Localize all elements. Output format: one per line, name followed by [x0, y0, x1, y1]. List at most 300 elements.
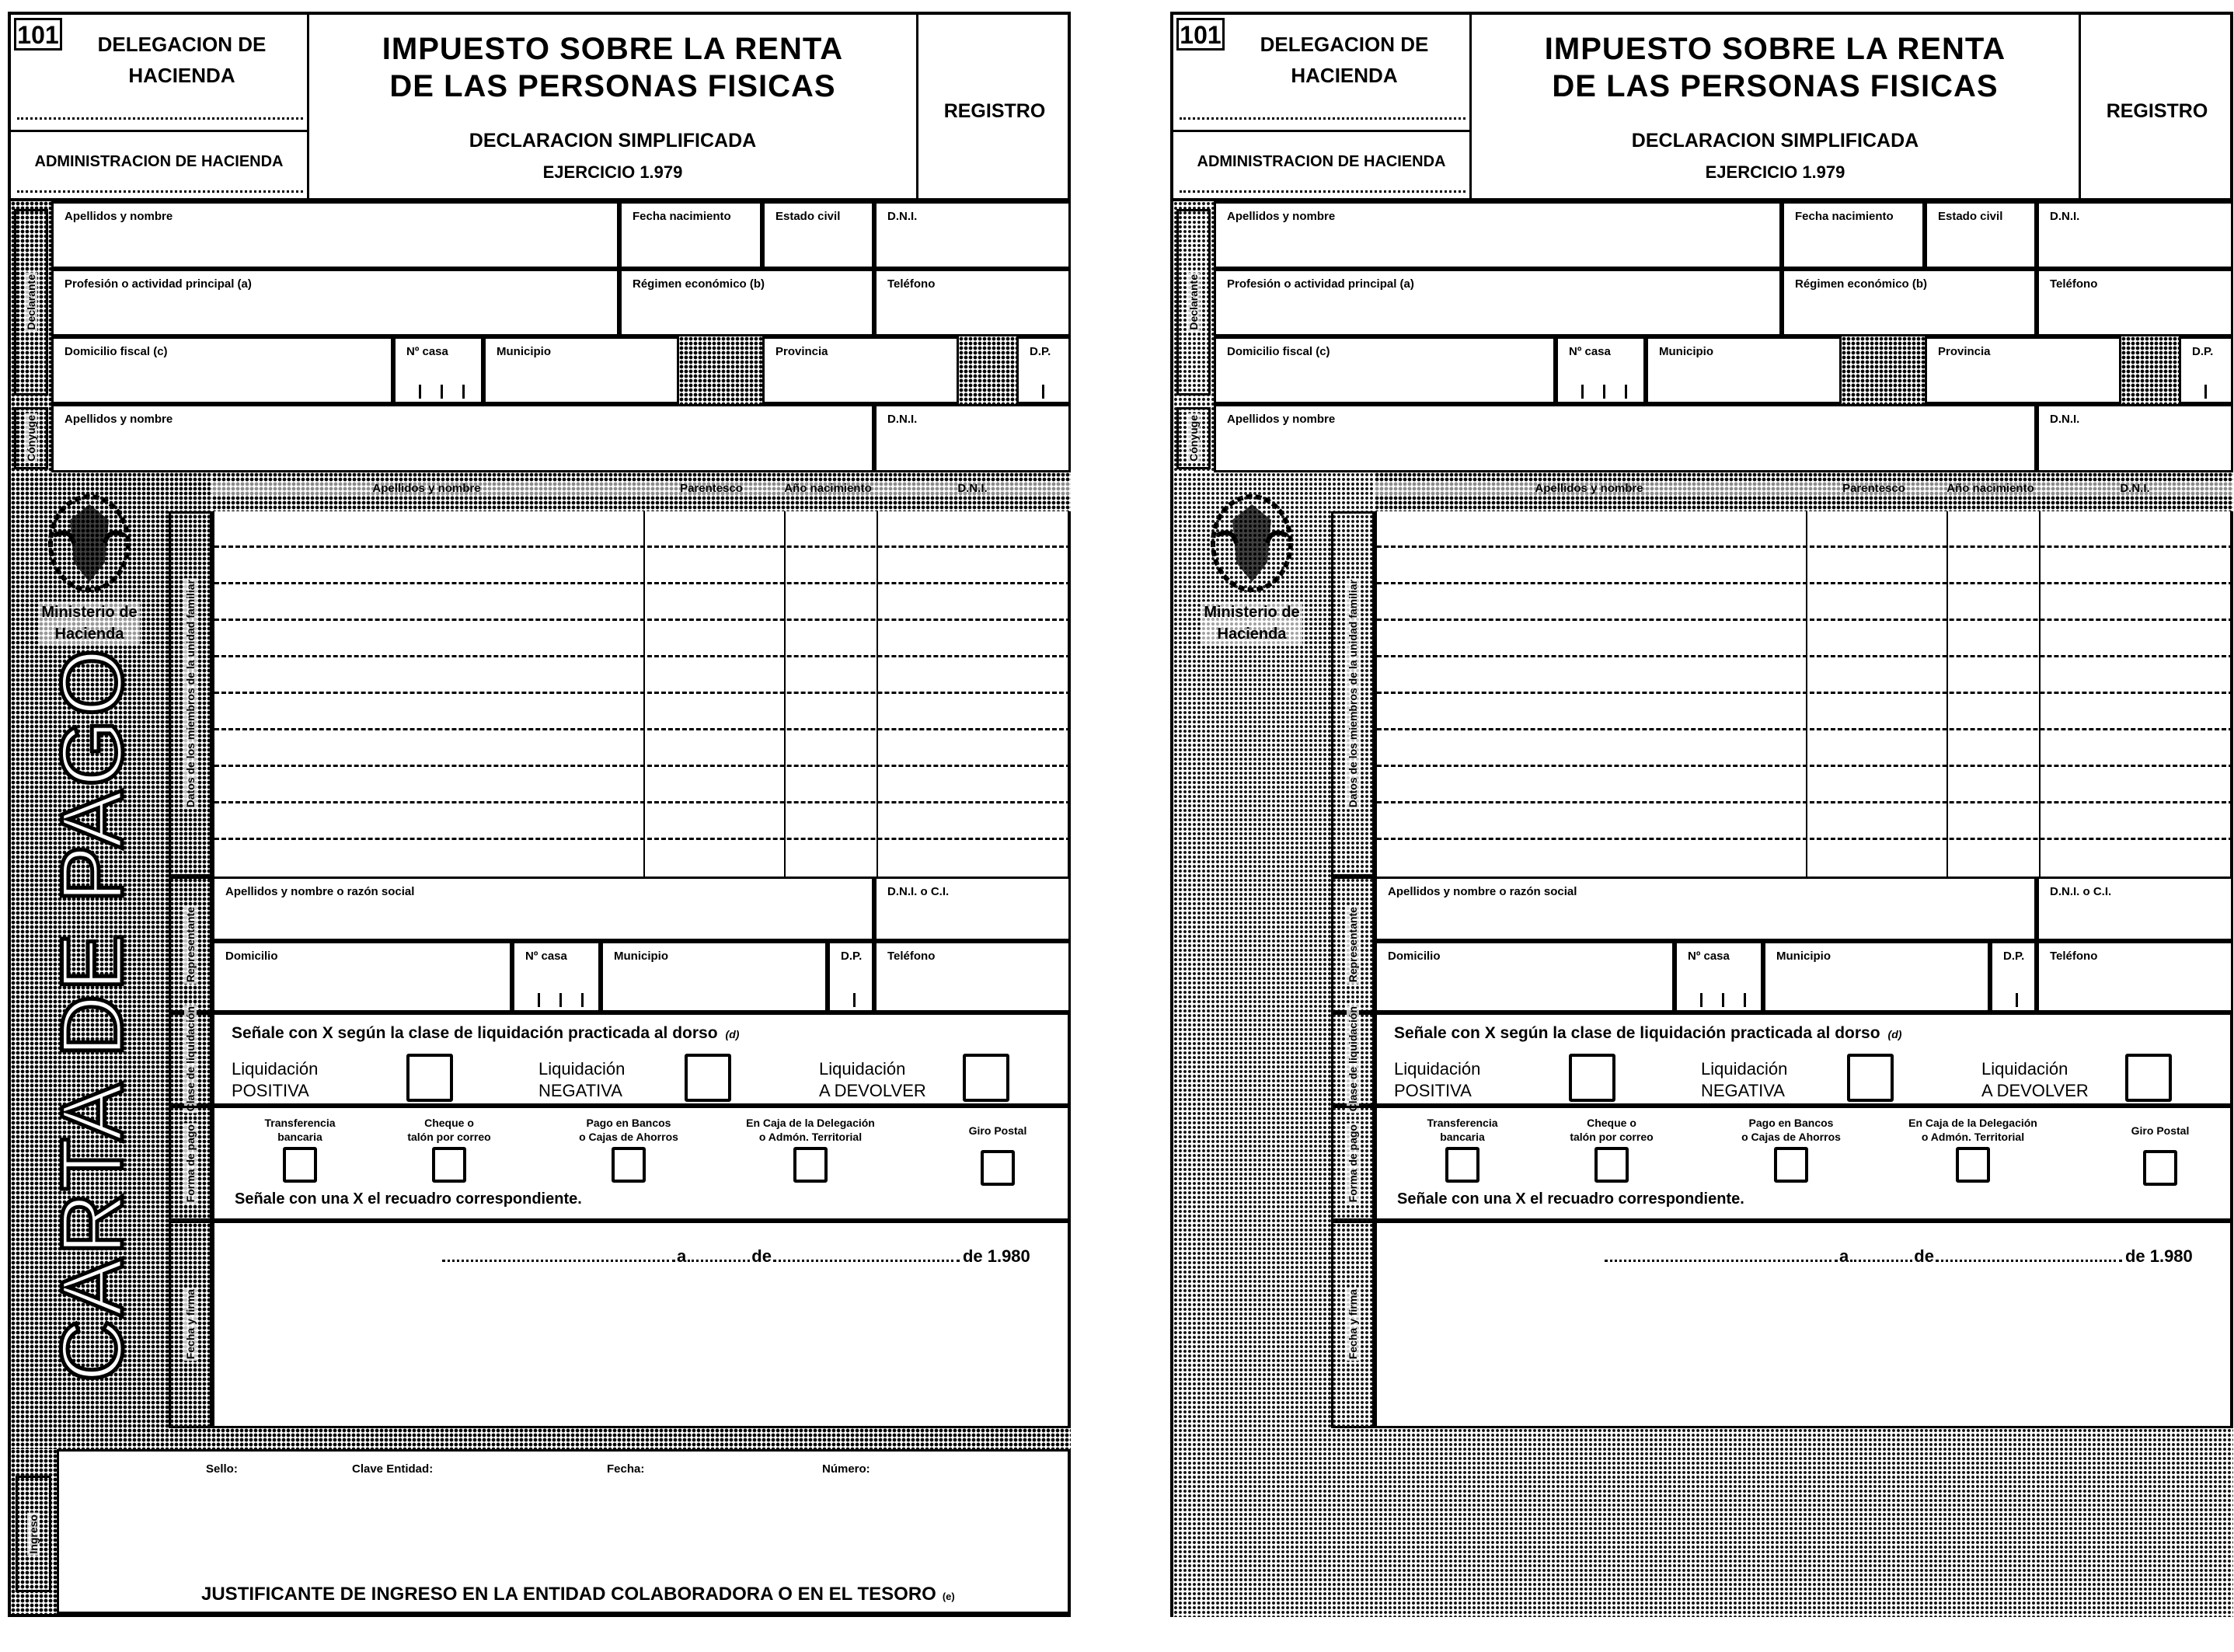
digit-tick	[581, 993, 584, 1007]
pago-option-label	[725, 1116, 896, 1144]
representante-telefono-field[interactable]	[874, 941, 1071, 1012]
pago-option-label	[1887, 1116, 2058, 1144]
liquidacion-option-label	[538, 1058, 625, 1102]
digit-tick	[1625, 385, 1627, 399]
side-label-familia	[1331, 511, 1375, 877]
month-blank	[1936, 1260, 2122, 1262]
column-divider	[1946, 730, 1948, 767]
num-casa-field-label: Nº casa	[406, 345, 448, 358]
form-number-badge: 101	[1176, 18, 1225, 51]
title-line-2: DE LAS PERSONAS FISICAS	[389, 69, 836, 103]
delegacion-label: DELEGACION DE HACIENDA	[1260, 33, 1429, 87]
regimen-economico-field-label: Régimen económico (b)	[1795, 277, 1928, 291]
note-marker: (d)	[725, 1028, 740, 1040]
fecha-nacimiento-field[interactable]	[1782, 201, 1925, 269]
form-copia	[1170, 12, 2233, 1617]
title-line-2: DE LAS PERSONAS FISICAS	[1552, 69, 1999, 103]
option-line-2: NEGATIVA	[1701, 1081, 1785, 1100]
title-line-1: IMPUESTO SOBRE LA RENTA	[382, 32, 844, 66]
pago-option-label	[912, 1124, 1083, 1138]
shaded-bottom-area	[1173, 1428, 2233, 1617]
representante-municipio-field[interactable]	[1763, 941, 1990, 1012]
note-marker: (e)	[942, 1591, 955, 1602]
column-divider	[1806, 694, 1807, 730]
side-label-liquidacion-text: Clase de liquidación	[1347, 1006, 1359, 1112]
side-label-ingreso-text: Ingreso	[27, 1514, 40, 1554]
family-table-row[interactable]	[214, 584, 1071, 621]
conyuge-dni-field-label: D.N.I.	[2050, 413, 2080, 426]
representante-num-casa-field-label: Nº casa	[1688, 950, 1730, 963]
column-divider	[784, 840, 786, 877]
digit-tick	[419, 385, 421, 399]
option-line-1: En Caja de la Delegación	[1908, 1117, 2037, 1129]
dp-field-label: D.P.	[1030, 345, 1051, 358]
pago-option-label	[1377, 1116, 1548, 1144]
declarante-apellidos-field[interactable]	[51, 201, 619, 269]
note-marker: (d)	[1887, 1028, 1902, 1040]
column-divider	[2039, 840, 2041, 877]
family-column-header: Parentesco	[1804, 482, 1944, 495]
date-line	[442, 1246, 1030, 1267]
representante-dp-field-label: D.P.	[2003, 950, 2025, 963]
dp-field[interactable]	[1016, 336, 1071, 404]
provincia-field[interactable]	[1925, 336, 2121, 404]
family-column-header: D.N.I.	[2037, 482, 2233, 495]
family-table-row[interactable]	[1377, 621, 2233, 657]
estado-civil-field[interactable]	[1925, 201, 2037, 269]
seal-emblem	[1201, 489, 1302, 675]
column-divider	[643, 767, 645, 803]
column-divider	[1946, 548, 1948, 584]
delegacion-label: DELEGACION DE HACIENDA	[97, 33, 267, 87]
representante-dni-field[interactable]	[2037, 877, 2233, 941]
instruction-text: Señale con X según la clase de liquidación practicada al dorso	[232, 1024, 718, 1042]
column-divider	[784, 730, 786, 767]
representante-telefono-field-label: Teléfono	[2050, 950, 2098, 963]
registro-label: REGISTRO	[943, 100, 1046, 122]
family-table-row[interactable]	[214, 511, 1071, 548]
side-label-pago-text: Forma de pago	[1347, 1124, 1359, 1203]
family-table-row[interactable]	[1377, 694, 2233, 730]
num-casa-field[interactable]	[1556, 336, 1646, 404]
option-line-1: Giro Postal	[968, 1124, 1027, 1137]
declarante-apellidos-field-label: Apellidos y nombre	[64, 210, 173, 223]
digit-tick	[1581, 385, 1584, 399]
liquidacion-checkbox[interactable]	[2125, 1054, 2172, 1102]
liquidacion-checkbox[interactable]	[685, 1054, 731, 1102]
liquidacion-checkbox[interactable]	[406, 1054, 453, 1102]
family-table-row[interactable]	[1377, 840, 2233, 877]
shaded-cell	[2121, 336, 2179, 404]
date-a: a	[677, 1246, 687, 1266]
representante-telefono-field-label: Teléfono	[887, 950, 936, 963]
subtitle: DECLARACION SIMPLIFICADA	[469, 130, 757, 152]
side-label-conyuge-text: Cónyuge	[1187, 415, 1200, 462]
conyuge-apellidos-field-label: Apellidos y nombre	[64, 413, 173, 426]
date-a: a	[1839, 1246, 1849, 1266]
representante-municipio-field[interactable]	[601, 941, 828, 1012]
fecha-firma-section[interactable]	[212, 1221, 1071, 1428]
date-de: de	[1914, 1246, 1934, 1266]
declarante-apellidos-field[interactable]	[1214, 201, 1782, 269]
side-label-firma	[1331, 1221, 1375, 1428]
pago-checkbox[interactable]	[612, 1147, 646, 1183]
registro-label: REGISTRO	[2106, 100, 2208, 122]
column-divider	[1806, 548, 1807, 584]
municipio-field[interactable]	[483, 336, 679, 404]
side-label-liquidacion	[169, 1006, 212, 1112]
option-line-1: Giro Postal	[2131, 1124, 2190, 1137]
domicilio-fiscal-field[interactable]	[1214, 336, 1556, 404]
side-label-representante	[169, 877, 212, 1012]
pago-checkbox[interactable]	[1956, 1147, 1990, 1183]
family-table-row[interactable]	[1377, 803, 2233, 840]
liquidacion-section	[212, 1012, 1071, 1106]
column-divider	[643, 657, 645, 694]
option-line-1: Liquidación	[232, 1059, 319, 1079]
family-table-row[interactable]	[214, 694, 1071, 730]
family-column-header: Apellidos y nombre	[1375, 482, 1804, 495]
option-line-1: Liquidación	[1394, 1059, 1481, 1079]
liquidacion-checkbox[interactable]	[963, 1054, 1009, 1102]
side-label-firma-text: Fecha y firma	[1347, 1289, 1359, 1360]
header-office-block	[1173, 15, 1472, 200]
option-line-2: talón por correo	[1570, 1131, 1654, 1143]
side-label-familia-text: Datos de los miembros de la unidad familiar	[1347, 580, 1359, 808]
column-divider	[1946, 803, 1948, 840]
column-divider	[2039, 511, 2041, 548]
justificante-title	[201, 1584, 955, 1605]
option-line-1: Liquidación	[1981, 1059, 2068, 1079]
representante-dni-field-label: D.N.I. o C.I.	[887, 885, 950, 898]
column-divider	[1806, 657, 1807, 694]
family-table-row[interactable]	[1377, 767, 2233, 803]
column-divider	[1806, 621, 1807, 657]
conyuge-apellidos-field[interactable]	[1214, 404, 2037, 472]
option-line-2: o Cajas de Ahorros	[579, 1131, 678, 1143]
pago-option-label	[1706, 1116, 1877, 1144]
representante-dni-field-label: D.N.I. o C.I.	[2050, 885, 2112, 898]
family-table-row[interactable]	[214, 621, 1071, 657]
num-casa-field-label: Nº casa	[1569, 345, 1611, 358]
pago-option-label	[364, 1116, 535, 1144]
representante-dni-field[interactable]	[874, 877, 1071, 941]
justificante-section[interactable]	[57, 1449, 1071, 1614]
profesion-field[interactable]	[51, 269, 619, 336]
liquidacion-instruction	[232, 1024, 739, 1043]
option-line-1: Transferencia	[1427, 1117, 1498, 1129]
column-divider	[1806, 840, 1807, 877]
option-line-1: Transferencia	[264, 1117, 336, 1129]
pago-option-label	[1526, 1116, 1697, 1144]
option-line-2: talón por correo	[407, 1131, 491, 1143]
fecha-nacimiento-field[interactable]	[619, 201, 762, 269]
representante-municipio-field-label: Municipio	[614, 950, 668, 963]
administracion-label: ADMINISTRACION DE HACIENDA	[34, 153, 284, 170]
representante-dp-field-label: D.P.	[841, 950, 863, 963]
fecha-nacimiento-field-label: Fecha nacimiento	[1795, 210, 1894, 223]
family-column-header: Año nacimiento	[782, 482, 874, 495]
registro-block	[2079, 15, 2233, 200]
column-divider	[1806, 803, 1807, 840]
dotted-line	[17, 190, 303, 193]
option-line-1: Liquidación	[1701, 1059, 1788, 1079]
dotted-line	[1180, 190, 1466, 193]
declarante-apellidos-field-label: Apellidos y nombre	[1227, 210, 1336, 223]
header-office-block	[11, 15, 309, 200]
regimen-economico-field-label: Régimen económico (b)	[633, 277, 765, 291]
family-table-header	[212, 472, 1071, 511]
digit-tick	[559, 993, 562, 1007]
side-label-declarante-text: Declarante	[25, 274, 37, 330]
column-divider	[2039, 621, 2041, 657]
pago-option-label	[543, 1116, 714, 1144]
column-divider	[1946, 840, 1948, 877]
liquidacion-instruction	[1394, 1024, 1901, 1043]
conyuge-apellidos-field[interactable]	[51, 404, 874, 472]
family-table-row[interactable]	[214, 657, 1071, 694]
column-divider	[877, 767, 878, 803]
digit-tick	[441, 385, 443, 399]
conyuge-dni-field-label: D.N.I.	[887, 413, 918, 426]
side-label-ingreso	[16, 1476, 51, 1592]
family-table-row[interactable]	[1377, 548, 2233, 584]
forma-pago-section	[1375, 1106, 2233, 1221]
municipio-field-label: Municipio	[497, 345, 551, 358]
pago-checkbox[interactable]	[981, 1150, 1015, 1186]
representante-dp-field[interactable]	[1990, 941, 2037, 1012]
column-divider	[643, 694, 645, 730]
column-divider	[1806, 730, 1807, 767]
column-divider	[643, 584, 645, 621]
representante-domicilio-field[interactable]	[212, 941, 512, 1012]
pago-checkbox[interactable]	[793, 1147, 828, 1183]
digit-tick	[2016, 993, 2018, 1007]
column-divider	[2039, 548, 2041, 584]
digit-tick	[1744, 993, 1746, 1007]
form-number-badge: 101	[14, 18, 62, 51]
column-divider	[2039, 694, 2041, 730]
domicilio-fiscal-field[interactable]	[51, 336, 393, 404]
eagle-crest-icon	[39, 489, 140, 598]
family-table-row[interactable]	[214, 548, 1071, 584]
column-divider	[2039, 730, 2041, 767]
title-line-1: IMPUESTO SOBRE LA RENTA	[1544, 32, 2006, 66]
pago-checkbox[interactable]	[1445, 1147, 1479, 1183]
domicilio-fiscal-field-label: Domicilio fiscal (c)	[1227, 345, 1330, 358]
num-casa-field[interactable]	[393, 336, 483, 404]
liquidacion-checkbox[interactable]	[1569, 1054, 1615, 1102]
column-divider	[643, 511, 645, 548]
column-divider	[877, 657, 878, 694]
representante-apellidos-field-label: Apellidos y nombre o razón social	[1388, 885, 1577, 898]
fecha-firma-section[interactable]	[1375, 1221, 2233, 1428]
liquidacion-option-label	[1701, 1058, 1787, 1102]
carta-de-pago-label: CARTA DE PAGO	[44, 645, 141, 1382]
family-table-row[interactable]	[214, 803, 1071, 840]
family-column-header: Apellidos y nombre	[212, 482, 641, 495]
option-line-2: bancaria	[1440, 1131, 1485, 1143]
shaded-band	[11, 1428, 1071, 1449]
liquidacion-checkbox[interactable]	[1847, 1054, 1894, 1102]
family-table-row[interactable]	[1377, 511, 2233, 548]
shaded-cell	[959, 336, 1016, 404]
column-divider	[2039, 767, 2041, 803]
pago-checkbox[interactable]	[1774, 1147, 1808, 1183]
conyuge-dni-field[interactable]	[874, 404, 1071, 472]
header-title-block	[309, 15, 916, 200]
column-divider	[877, 548, 878, 584]
column-divider	[877, 511, 878, 548]
seal-text: Ministerio de Hacienda	[39, 601, 140, 645]
column-divider	[877, 730, 878, 767]
family-table-row[interactable]	[214, 767, 1071, 803]
family-table-row[interactable]	[214, 730, 1071, 767]
administracion-label: ADMINISTRACION DE HACIENDA	[1197, 153, 1446, 170]
declarante-dni-field[interactable]	[2037, 201, 2233, 269]
family-column-header: Parentesco	[641, 482, 782, 495]
representante-apellidos-field[interactable]	[1375, 877, 2037, 941]
representante-domicilio-field-label: Domicilio	[225, 950, 278, 963]
option-line-2: A DEVOLVER	[819, 1081, 926, 1100]
declarante-telefono-field-label: Teléfono	[887, 277, 936, 291]
column-divider	[643, 803, 645, 840]
option-line-1: Cheque o	[1587, 1117, 1636, 1129]
domicilio-fiscal-field-label: Domicilio fiscal (c)	[64, 345, 168, 358]
regimen-economico-field[interactable]	[1782, 269, 2037, 336]
divider	[11, 130, 307, 132]
column-divider	[784, 803, 786, 840]
family-table-row[interactable]	[214, 840, 1071, 877]
digit-tick	[538, 993, 540, 1007]
justificante-numero-label: Número:	[822, 1462, 870, 1476]
place-blank	[1605, 1260, 1838, 1262]
justificante-title-text: JUSTIFICANTE DE INGRESO EN LA ENTIDAD COLABORADORA O EN EL TESORO	[201, 1584, 936, 1605]
registro-block	[916, 15, 1071, 200]
declarante-telefono-field[interactable]	[874, 269, 1071, 336]
declarante-telefono-field-label: Teléfono	[2050, 277, 2098, 291]
profesion-field[interactable]	[1214, 269, 1782, 336]
conyuge-dni-field[interactable]	[2037, 404, 2233, 472]
representante-apellidos-field-label: Apellidos y nombre o razón social	[225, 885, 415, 898]
pago-checkbox[interactable]	[283, 1147, 317, 1183]
column-divider	[877, 803, 878, 840]
column-divider	[2039, 657, 2041, 694]
pago-checkbox[interactable]	[1594, 1147, 1629, 1183]
digit-tick	[1722, 993, 1724, 1007]
dp-field-label: D.P.	[2192, 345, 2214, 358]
declarante-telefono-field[interactable]	[2037, 269, 2233, 336]
estado-civil-field-label: Estado civil	[1938, 210, 2003, 223]
regimen-economico-field[interactable]	[619, 269, 874, 336]
option-line-2: A DEVOLVER	[1981, 1081, 2089, 1100]
family-table-body	[1375, 511, 2233, 877]
column-divider	[643, 621, 645, 657]
digit-tick	[1603, 385, 1605, 399]
option-line-1: Liquidación	[538, 1059, 626, 1079]
representante-domicilio-field[interactable]	[1375, 941, 1675, 1012]
dotted-line	[17, 117, 303, 120]
column-divider	[784, 694, 786, 730]
form-carta-de-pago	[8, 12, 1071, 1617]
pago-instruction: Señale con una X el recuadro correspondiente.	[1397, 1190, 1744, 1208]
provincia-field[interactable]	[762, 336, 959, 404]
justificante-clave-label: Clave Entidad:	[352, 1462, 434, 1476]
representante-dp-field[interactable]	[828, 941, 874, 1012]
column-divider	[784, 767, 786, 803]
pago-checkbox[interactable]	[2143, 1150, 2177, 1186]
representante-num-casa-field[interactable]	[1675, 941, 1763, 1012]
family-table-row[interactable]	[1377, 584, 2233, 621]
dp-field[interactable]	[2179, 336, 2233, 404]
forma-pago-section	[212, 1106, 1071, 1221]
ejercicio: EJERCICIO 1.979	[542, 162, 683, 182]
option-line-2: NEGATIVA	[538, 1081, 622, 1100]
column-divider	[877, 621, 878, 657]
family-column-header: D.N.I.	[874, 482, 1071, 495]
option-line-2: POSITIVA	[232, 1081, 309, 1100]
side-label-firma	[169, 1221, 212, 1428]
column-divider	[1946, 584, 1948, 621]
pago-instruction: Señale con una X el recuadro correspondiente.	[235, 1190, 582, 1208]
family-table-row[interactable]	[1377, 730, 2233, 767]
family-column-header: Año nacimiento	[1944, 482, 2037, 495]
representante-num-casa-field-label: Nº casa	[525, 950, 567, 963]
representante-telefono-field[interactable]	[2037, 941, 2233, 1012]
column-divider	[1946, 767, 1948, 803]
side-label-pago	[169, 1106, 212, 1221]
liquidacion-option-label	[1981, 1058, 2089, 1102]
representante-municipio-field-label: Municipio	[1776, 950, 1831, 963]
estado-civil-field[interactable]	[762, 201, 874, 269]
family-table-row[interactable]	[1377, 657, 2233, 694]
side-label-representante-text: Representante	[1347, 906, 1359, 983]
column-divider	[1806, 511, 1807, 548]
side-label-declarante-text: Declarante	[1187, 274, 1200, 330]
declarante-dni-field[interactable]	[874, 201, 1071, 269]
pago-option-label	[214, 1116, 385, 1144]
profesion-field-label: Profesión o actividad principal (a)	[1227, 277, 1414, 291]
liquidacion-option-label	[1394, 1058, 1480, 1102]
pago-checkbox[interactable]	[432, 1147, 466, 1183]
side-label-familia	[169, 511, 212, 877]
fecha-nacimiento-field-label: Fecha nacimiento	[633, 210, 731, 223]
column-divider	[1946, 657, 1948, 694]
date-de: de	[751, 1246, 772, 1266]
municipio-field[interactable]	[1646, 336, 1842, 404]
dotted-line	[1180, 117, 1466, 120]
side-label-representante-text: Representante	[184, 906, 197, 983]
date-year: de 1.980	[962, 1246, 1030, 1266]
municipio-field-label: Municipio	[1659, 345, 1713, 358]
liquidacion-section	[1375, 1012, 2233, 1106]
declarante-dni-field-label: D.N.I.	[2050, 210, 2080, 223]
declarante-dni-field-label: D.N.I.	[887, 210, 918, 223]
day-blank	[688, 1260, 750, 1262]
subtitle: DECLARACION SIMPLIFICADA	[1631, 130, 1919, 152]
liquidacion-option-label	[232, 1058, 318, 1102]
pago-option-label	[2075, 1124, 2234, 1138]
ejercicio: EJERCICIO 1.979	[1705, 162, 1845, 182]
shaded-cell	[679, 336, 762, 404]
estado-civil-field-label: Estado civil	[775, 210, 841, 223]
column-divider	[2039, 803, 2041, 840]
column-divider	[877, 584, 878, 621]
provincia-field-label: Provincia	[1938, 345, 1991, 358]
representante-apellidos-field[interactable]	[212, 877, 874, 941]
seal-text: Ministerio de Hacienda	[1201, 601, 1302, 645]
representante-num-casa-field[interactable]	[512, 941, 601, 1012]
